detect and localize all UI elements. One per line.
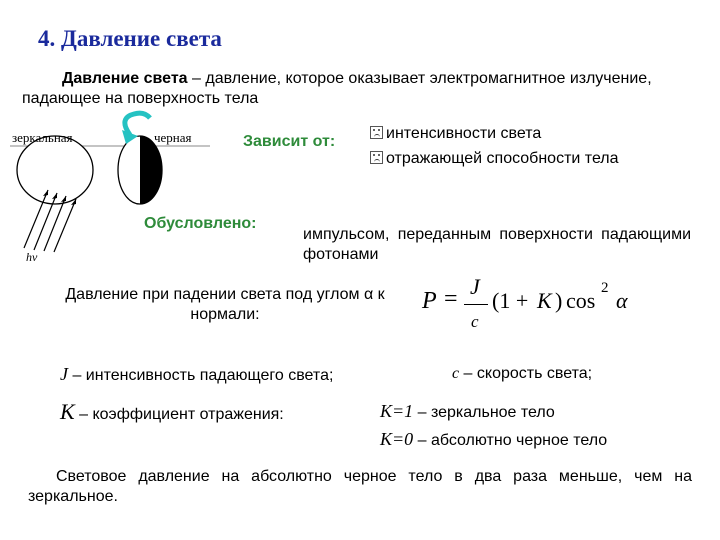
label-black: черная (154, 130, 192, 145)
formula-paren-close: ) (555, 288, 563, 313)
legend-K1-text: – зеркальное тело (413, 404, 555, 421)
legend-K1-symbol: K=1 (380, 401, 414, 421)
caused-label: Обусловлено: (144, 215, 257, 232)
depends-label: Зависит от: (243, 133, 336, 150)
label-photon: hν (26, 250, 38, 264)
depends-list (370, 124, 696, 169)
definition-paragraph (22, 69, 692, 109)
formula-c: c (471, 312, 479, 331)
formula-paren-open: (1 + (492, 288, 529, 313)
mirror-ellipse (17, 136, 93, 204)
definition-text: – давление, которое оказывает электромагнитное излучение, падающее на поверхность тела (22, 70, 652, 107)
page-title: 4. Давление света (38, 26, 222, 51)
legend-K0-text: – абсолютно черное тело (413, 432, 608, 449)
legend-K1 (380, 401, 555, 423)
photon-arrow-4 (54, 199, 76, 252)
pressure-angle-text: Давление при падении света под углом α к нормали: (65, 286, 385, 323)
formula-K: K (537, 288, 552, 313)
legend-K (60, 399, 284, 425)
definition-term: Давление света (62, 70, 188, 87)
legend-J (60, 364, 333, 386)
formula-J: J (470, 274, 480, 299)
legend-K-symbol: K (60, 399, 75, 424)
formula-cos: cos (566, 288, 596, 313)
caused-text: импульсом, переданным поверхности падающими фотонами (303, 226, 691, 263)
depends-item-reflectivity: отражающей способности тела (370, 149, 696, 169)
fraction-bar (464, 304, 488, 305)
legend-J-text: – интенсивность падающего света; (68, 367, 334, 384)
sad-face-icon (370, 151, 383, 164)
legend-K0-symbol: K=0 (380, 429, 414, 449)
formula-P: P (422, 288, 437, 314)
formula-alpha: α (616, 288, 628, 313)
legend-c (452, 364, 592, 384)
mirror-black-diagram (10, 108, 220, 268)
legend-c-symbol: c (452, 365, 460, 382)
legend-K0 (380, 429, 607, 451)
label-mirror: зеркальная (12, 130, 73, 145)
formula-exp: 2 (601, 280, 609, 296)
sad-face-icon (370, 126, 383, 139)
legend-J-symbol: J (60, 364, 68, 384)
depends-item-intensity: интенсивности света (370, 124, 696, 144)
legend-K-text: – коэффициент отражения: (74, 406, 284, 423)
conclusion-paragraph: Световое давление на абсолютно черное тело в два раза меньше, чем на зеркальное. (28, 468, 692, 505)
pressure-formula (420, 276, 660, 342)
cyan-turn-arrow (125, 113, 150, 135)
formula-eq: = (444, 286, 458, 312)
legend-c-text: – скорость света; (459, 365, 593, 382)
